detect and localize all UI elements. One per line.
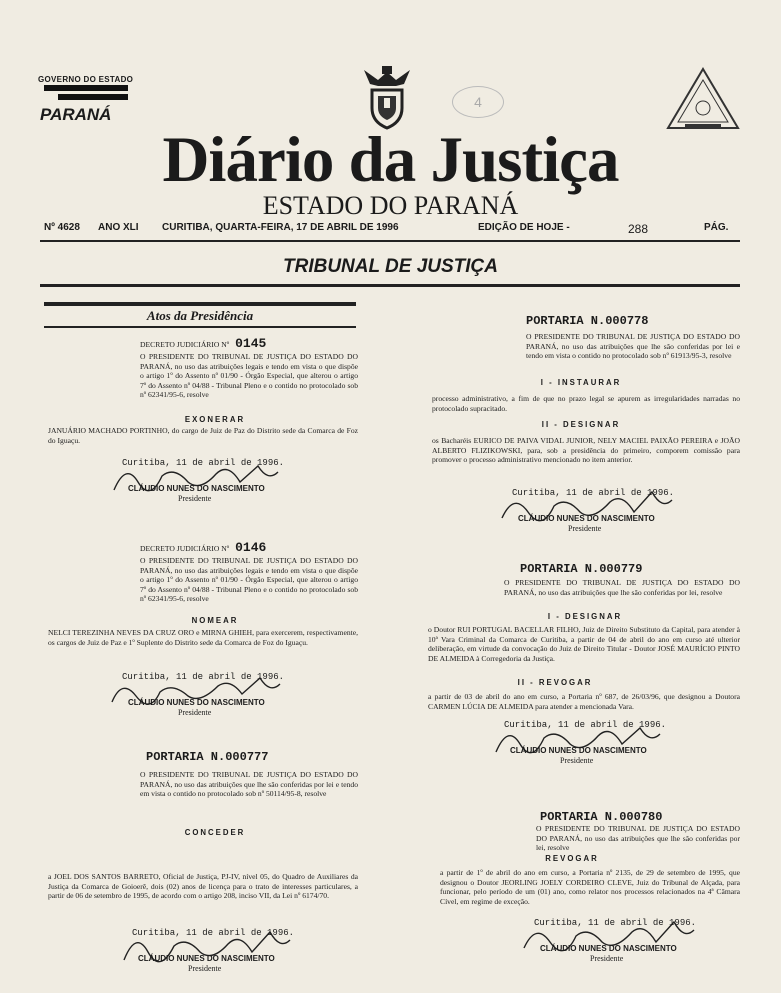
- signature-name: CLÁUDIO NUNES DO NASCIMENTO: [540, 944, 677, 953]
- signature-block-5: [490, 720, 670, 768]
- signature-role: Presidente: [188, 964, 222, 973]
- portaria-779-heading-2: II - REVOGAR: [517, 678, 593, 687]
- signature-date: Curitiba, 11 de abril de 1996.: [504, 720, 667, 730]
- gov-label: GOVERNO DO ESTADO: [38, 75, 134, 84]
- portaria-777-preamble: O PRESIDENTE DO TRIBUNAL DE JUSTIÇA DO ESTADO DO PARANÁ, no uso das atribuições que lhe são conferidas por lei e tendo em vista o contido no protocolado sob nº 50114/95-8, resolve: [140, 770, 358, 799]
- portaria-778-title: PORTARIA N.000778: [526, 314, 649, 328]
- decree-2-label: DECRETO JUDICIÁRIO Nº 0146: [140, 540, 267, 555]
- signature-date: Curitiba, 11 de abril de 1996.: [122, 672, 285, 682]
- portaria-779-body-2: a partir de 03 de abril do ano em curso, a Portaria nº 687, de 26/03/96, que designou a Doutora CARMEN LÚCIA DE ALMEIDA para atender a mencionada Vara.: [428, 692, 740, 711]
- signature-date: Curitiba, 11 de abril de 1996.: [122, 458, 285, 468]
- decree-1-label: DECRETO JUDICIÁRIO Nº 0145: [140, 336, 267, 351]
- page-label: PÁG.: [704, 222, 729, 233]
- portaria-780-number: 000780: [619, 810, 663, 824]
- signature-block-6: [520, 918, 700, 966]
- signature-role: Presidente: [178, 494, 212, 503]
- signature-block-4: [498, 488, 678, 536]
- signature-name: CLÁUDIO NUNES DO NASCIMENTO: [128, 698, 265, 707]
- issue-place-date: CURITIBA, QUARTA-FEIRA, 17 DE ABRIL DE 1996: [162, 222, 399, 233]
- portaria-779-preamble: O PRESIDENTE DO TRIBUNAL DE JUSTIÇA DO ESTADO DO PARANÁ, no uso das atribuições que lhe são conferidas por lei, resolve: [504, 578, 740, 597]
- atos-heading: Atos da Presidência: [44, 302, 356, 328]
- signature-role: Presidente: [178, 708, 212, 717]
- portaria-779-body-1: o Doutor RUI PORTUGAL BACELLAR FILHO, Juiz de Direito Substituto da Capital, para atender à 10ª Vara Criminal da Comarca de Curitiba, a partir de 04 de abril do ano em curso até ulterior deliberação, em virtude da convocação do Juiz de Direito Titular - Doutor JOSÉ MAURÍCIO PINTO DE ALMEIDA à Corregedoria da Justiça.: [428, 625, 740, 663]
- decree-2-body: NELCI TEREZINHA NEVES DA CRUZ ORO e MIRNA GHIEH, para exercerem, respectivamente, os cargos de Juiz de Paz e 1º Suplente do Distrito sede da Comarca de Foz do Iguaçu.: [48, 628, 358, 647]
- handwritten-number-stamp: 4: [452, 86, 504, 118]
- portaria-778-preamble: O PRESIDENTE DO TRIBUNAL DE JUSTIÇA DO ESTADO DO PARANÁ, no uso das atribuições que lhe são conferidas por lei e tendo em vista o contido no protocolado sob nº 61913/95-3, resolve: [526, 332, 740, 361]
- signature-name: CLÁUDIO NUNES DO NASCIMENTO: [518, 514, 655, 523]
- decree-2-number: 0146: [235, 540, 267, 555]
- portaria-779-title: PORTARIA N.000779: [520, 562, 643, 576]
- decree-1-number: 0145: [235, 336, 267, 351]
- portaria-777-number: 000777: [225, 750, 269, 764]
- newspaper-title: Diário da Justiça: [162, 124, 619, 196]
- signature-name: CLÁUDIO NUNES DO NASCIMENTO: [138, 954, 275, 963]
- newspaper-subtitle: ESTADO DO PARANÁ: [262, 191, 519, 220]
- triangle-seal-icon: [665, 66, 741, 132]
- signature-name: CLÁUDIO NUNES DO NASCIMENTO: [510, 746, 647, 755]
- signature-date: Curitiba, 11 de abril de 1996.: [132, 928, 295, 938]
- portaria-780-body: a partir de 1º de abril do ano em curso, a Portaria nº 2135, de 29 de setembro de 1995, que designou o Doutor JEORLING JOELY CORDEIRO CLEVE, Juiz do Tribunal de Alçada, para funcionar, pelo período de um (01) ano, como relator nos processos relacionados na 4ª Câmara Cível, em regime de exceção.: [440, 868, 740, 906]
- government-logo: [38, 75, 148, 125]
- section-divider: [40, 284, 740, 287]
- signature-date: Curitiba, 11 de abril de 1996.: [512, 488, 675, 498]
- signature-block-2: [108, 672, 288, 720]
- coat-of-arms-icon: [358, 64, 416, 132]
- portaria-778-heading-2: II - DESIGNAR: [541, 420, 621, 429]
- portaria-779-heading-1: I - DESIGNAR: [547, 612, 623, 621]
- portaria-778-number: 000778: [605, 314, 649, 328]
- portaria-780-title: PORTARIA N.000780: [540, 810, 663, 824]
- portaria-777-title: PORTARIA N.000777: [146, 750, 269, 764]
- portaria-780-heading: REVOGAR: [545, 854, 599, 863]
- decree-2-heading: NOMEAR: [191, 616, 239, 625]
- portaria-779-number: 000779: [599, 562, 643, 576]
- decree-1-heading: EXONERAR: [184, 415, 246, 424]
- edition-pages: 288: [628, 222, 649, 236]
- signature-role: Presidente: [590, 954, 624, 963]
- portaria-777-heading: CONCEDER: [184, 828, 246, 837]
- issue-year: ANO XLI: [98, 222, 139, 233]
- decree-1-body: JANUÁRIO MACHADO PORTINHO, do cargo de Juiz de Paz do Distrito sede da Comarca de Foz do Iguaçu.: [48, 426, 358, 445]
- signature-role: Presidente: [568, 524, 602, 533]
- portaria-778-body-1: processo administrativo, a fim de que no prazo legal se apurem as irregularidades narradas no protocolado supracitado.: [432, 394, 740, 413]
- decree-2-preamble: O PRESIDENTE DO TRIBUNAL DE JUSTIÇA DO ESTADO DO PARANÁ, no uso das atribuições legais e tendo em vista o que dispõe o artigo 1º do Assento nº 01/90 - Órgão Especial, que alterou o artigo 7º do Assento nº 04/88 - Tribunal Pleno e o contido no protocolado sob nº 62341/95-6, resolve: [140, 556, 358, 604]
- masthead-divider: [40, 240, 740, 242]
- signature-block-1: [108, 458, 288, 506]
- decree-1-preamble: O PRESIDENTE DO TRIBUNAL DE JUSTIÇA DO ESTADO DO PARANÁ, no uso das atribuições legais e tendo em vista o que dispõe o artigo 1º do Assento nº 01/90 - Órgão Especial, que alterou o artigo 7º do Assento nº 04/88 - Tribunal Pleno e o contido no protocolado sob nº 62341/95-6, resolve: [140, 352, 358, 400]
- portaria-780-preamble: O PRESIDENTE DO TRIBUNAL DE JUSTIÇA DO ESTADO DO PARANÁ, no uso das atribuições que lhe são conferidas por lei, resolve: [536, 824, 740, 853]
- portaria-777-body: a JOEL DOS SANTOS BARRETO, Oficial de Justiça, PJ-IV, nível 05, do Quadro de Auxiliares da Justiça da Comarca de Goioerê, dois (02) anos de licença para o trato de interesses particulares, a partir de 06 de setembro de 1995, de acordo com o artigo 208, inciso VII, da Lei nº 6174/70.: [48, 872, 358, 901]
- signature-date: Curitiba, 11 de abril de 1996.: [534, 918, 697, 928]
- portaria-778-heading-1: I - INSTAURAR: [540, 378, 622, 387]
- portaria-778-body-2: os Bacharéis EURICO DE PAIVA VIDAL JUNIOR, NELY MACIEL PAIXÃO PEREIRA e JOÃO ALBERTO FLIZIKOWSKI, para, sob a presidência do primeiro, comporem comissão para promover o processo administrativo mencionado no item anterior.: [432, 436, 740, 465]
- signature-block-3: [118, 928, 298, 976]
- issue-number: Nº 4628: [44, 222, 80, 233]
- edition-label: EDIÇÃO DE HOJE -: [478, 222, 570, 233]
- signature-role: Presidente: [560, 756, 594, 765]
- section-title: TRIBUNAL DE JUSTIÇA: [283, 256, 498, 277]
- gov-state: PARANÁ: [40, 105, 112, 124]
- signature-name: CLÁUDIO NUNES DO NASCIMENTO: [128, 484, 265, 493]
